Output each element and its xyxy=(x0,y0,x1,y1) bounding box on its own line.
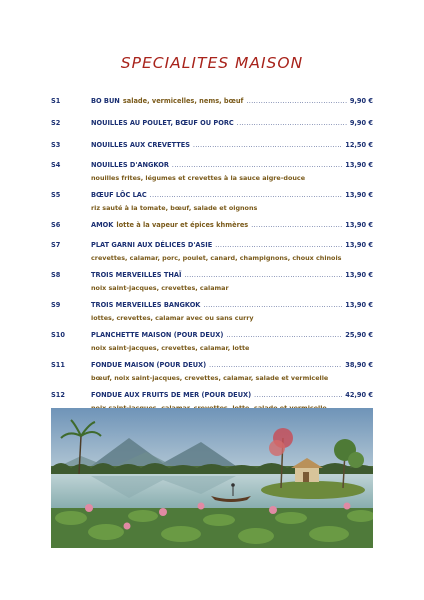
item-price: 9,90 € xyxy=(349,97,373,105)
item-description: crevettes, calamar, porc, poulet, canard, champignons, choux chinois xyxy=(91,254,342,262)
item-price: 12,50 € xyxy=(345,141,373,149)
item-price: 13,90 € xyxy=(345,301,373,309)
item-description: bœuf, noix saint-jacques, crevettes, calamar, salade et vermicelle xyxy=(91,374,329,382)
item-price: 25,90 € xyxy=(345,331,373,339)
item-code: S3 xyxy=(51,141,61,149)
menu-item xyxy=(51,271,373,293)
leader-dots xyxy=(184,272,342,279)
menu-item xyxy=(51,301,373,323)
item-code: S9 xyxy=(51,301,61,309)
item-name: NOUILLES AUX CREVETTES xyxy=(91,141,190,149)
item-name: BŒUF LÔC LAC xyxy=(91,191,147,199)
leader-dots xyxy=(209,362,342,369)
landscape-painting xyxy=(51,408,373,548)
menu-item xyxy=(51,191,373,213)
menu-item xyxy=(51,97,373,109)
menu-item xyxy=(51,161,373,183)
menu-item xyxy=(51,361,373,383)
item-code: S11 xyxy=(51,361,65,369)
item-name: PLANCHETTE MAISON (POUR DEUX) xyxy=(91,331,224,339)
leader-dots xyxy=(215,242,342,249)
item-name: BO BUN xyxy=(91,97,120,105)
leader-dots xyxy=(193,142,342,149)
item-description: lotte à la vapeur et épices khmères xyxy=(116,221,249,229)
item-code: S2 xyxy=(51,119,61,127)
item-code: S5 xyxy=(51,191,61,199)
item-price: 13,90 € xyxy=(345,221,373,229)
painting-illustration xyxy=(51,408,373,548)
leader-dots xyxy=(254,392,342,399)
item-name: NOUILLES D'ANGKOR xyxy=(91,161,169,169)
item-code: S10 xyxy=(51,331,65,339)
menu-item xyxy=(51,241,373,263)
item-description: nouilles frites, légumes et crevettes à la sauce aigre-douce xyxy=(91,174,306,182)
item-price: 9,90 € xyxy=(349,119,373,127)
leader-dots xyxy=(172,162,342,169)
item-code: S12 xyxy=(51,391,65,399)
item-description: salade, vermicelles, nems, bœuf xyxy=(122,97,244,105)
leader-dots xyxy=(203,302,342,309)
menu-item xyxy=(51,221,373,233)
item-description: noix saint-jacques, crevettes, calamar xyxy=(91,284,229,292)
item-price: 42,90 € xyxy=(345,391,373,399)
leader-dots xyxy=(237,120,347,127)
item-price: 13,90 € xyxy=(345,161,373,169)
menu-list xyxy=(51,97,373,413)
leader-dots xyxy=(150,192,343,199)
item-code: S8 xyxy=(51,271,61,279)
item-description: noix saint-jacques, crevettes, calamar, lotte xyxy=(91,344,250,352)
item-code: S1 xyxy=(51,97,61,105)
item-code: S4 xyxy=(51,161,61,169)
item-name: FONDUE MAISON (POUR DEUX) xyxy=(91,361,207,369)
item-name: TROIS MERVEILLES THAÏ xyxy=(91,271,182,279)
item-price: 13,90 € xyxy=(345,271,373,279)
item-price: 38,90 € xyxy=(345,361,373,369)
leader-dots xyxy=(226,332,342,339)
item-name: FONDUE AUX FRUITS DE MER (POUR DEUX) xyxy=(91,391,252,399)
item-code: S6 xyxy=(51,221,61,229)
menu-item xyxy=(51,119,373,131)
menu-item xyxy=(51,331,373,353)
item-name: NOUILLES AU POULET, BŒUF OU PORC xyxy=(91,119,234,127)
item-name: AMOK xyxy=(91,221,114,229)
item-price: 13,90 € xyxy=(345,191,373,199)
item-name: TROIS MERVEILLES BANGKOK xyxy=(91,301,201,309)
item-description: riz sauté à la tomate, bœuf, salade et oignons xyxy=(91,204,258,212)
leader-dots xyxy=(251,222,342,229)
item-description: lottes, crevettes, calamar avec ou sans curry xyxy=(91,314,254,322)
page-title: SPECIALITES MAISON xyxy=(120,54,304,72)
item-code: S7 xyxy=(51,241,61,249)
leader-dots xyxy=(246,98,346,105)
item-price: 13,90 € xyxy=(345,241,373,249)
menu-item xyxy=(51,141,373,153)
item-name: PLAT GARNI AUX DÉLICES D'ASIE xyxy=(91,241,213,249)
